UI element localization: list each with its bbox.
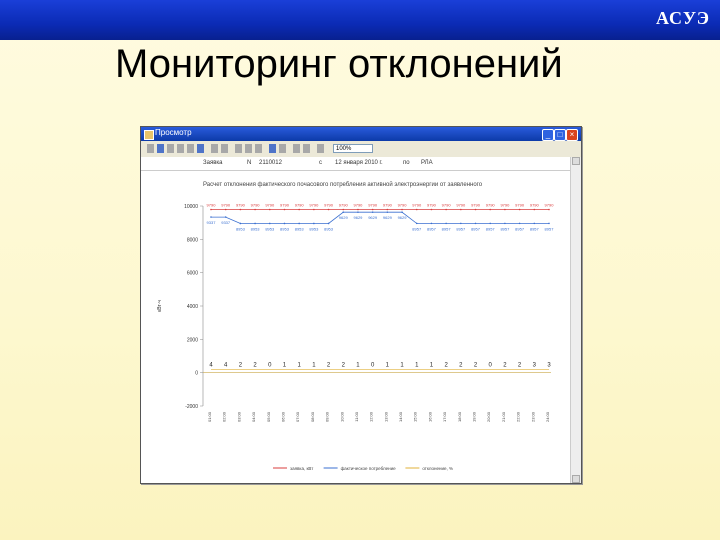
data-label: 8957 — [441, 226, 451, 232]
data-label-deviation: 1 — [400, 362, 404, 369]
data-label: 9790 — [368, 202, 378, 208]
data-label: 9629 — [353, 215, 363, 221]
page-number-icon[interactable] — [177, 144, 184, 153]
x-tick-label: 19:00 — [471, 412, 477, 423]
toolbar — [141, 141, 581, 158]
x-tick-label: 02:00 — [221, 412, 227, 423]
data-label-deviation: 0 — [370, 362, 375, 369]
data-label-deviation: 1 — [312, 362, 316, 369]
x-tick-label: 24:00 — [545, 412, 550, 423]
find-icon[interactable] — [317, 144, 324, 153]
data-label-deviation: 2 — [341, 362, 345, 369]
data-label-deviation: 4 — [224, 362, 228, 369]
legend-entry: отклонение, % — [422, 466, 454, 471]
y-tick-label: 2000 — [186, 337, 198, 344]
export-icon[interactable] — [235, 144, 242, 153]
data-label-deviation: 2 — [459, 362, 463, 369]
data-label: 9337 — [221, 220, 231, 226]
param-value-4[interactable]: РЛА — [421, 160, 433, 166]
data-label: 8957 — [515, 226, 525, 232]
x-tick-label: 22:00 — [515, 412, 521, 423]
data-label: 8953 — [294, 226, 304, 232]
y-tick-label: 6000 — [186, 270, 198, 277]
param-value-3[interactable]: 12 января 2010 г. — [335, 160, 383, 166]
zoom-out-icon[interactable] — [303, 144, 310, 153]
data-label: 9790 — [441, 202, 451, 208]
data-label: 9790 — [456, 202, 466, 208]
x-tick-label: 21:00 — [500, 412, 506, 423]
data-label: 9790 — [221, 202, 231, 208]
data-label-deviation: 1 — [297, 362, 301, 369]
report-title: Расчет отклонения фактического почасового потребления активной электроэнергии от заявленного — [203, 182, 483, 188]
data-label: 9790 — [426, 202, 436, 208]
x-tick-label: 14:00 — [398, 412, 404, 423]
last-page-icon[interactable] — [197, 144, 204, 153]
data-label-deviation: 4 — [209, 362, 213, 369]
data-label: 9337 — [206, 220, 216, 226]
refresh-icon[interactable] — [211, 144, 218, 153]
x-tick-label: 04:00 — [251, 412, 257, 423]
maximize-button[interactable]: □ — [554, 129, 566, 141]
data-label: 9790 — [250, 202, 260, 208]
x-tick-label: 13:00 — [383, 412, 389, 423]
x-tick-label: 16:00 — [427, 412, 433, 423]
data-label: 8953 — [280, 226, 289, 232]
data-label: 8953 — [265, 226, 275, 232]
data-label: 9629 — [382, 215, 392, 221]
y-tick-label: 0 — [195, 370, 198, 377]
stop-icon[interactable] — [221, 144, 228, 153]
data-label: 8953 — [324, 226, 334, 232]
x-tick-label: 12:00 — [368, 412, 374, 423]
data-label-deviation: 2 — [517, 362, 522, 369]
data-label-deviation: 3 — [547, 362, 551, 369]
data-label: 8957 — [529, 226, 539, 232]
x-tick-label: 11:00 — [353, 412, 359, 422]
y-tick-label: 4000 — [186, 304, 198, 310]
preview-window — [140, 126, 582, 484]
data-label: 9790 — [397, 202, 407, 208]
data-label: 9790 — [412, 202, 422, 208]
data-label: 8953 — [250, 226, 260, 232]
window-title: Просмотр — [155, 128, 192, 137]
x-tick-label: 15:00 — [412, 412, 418, 423]
param-label-2: N — [247, 160, 252, 166]
save-icon[interactable] — [269, 144, 276, 153]
data-label: 8957 — [500, 226, 510, 232]
data-label: 8953 — [235, 226, 245, 232]
data-label-deviation: 2 — [326, 362, 331, 369]
x-tick-label: 07:00 — [295, 412, 301, 423]
data-label: 8957 — [471, 226, 480, 232]
param-value-2[interactable]: 2110012 — [259, 160, 282, 166]
data-label: 9790 — [324, 202, 334, 208]
y-tick-label: 8000 — [186, 237, 198, 244]
data-label: 9629 — [368, 215, 378, 221]
data-label: 9790 — [280, 202, 289, 208]
first-page-icon[interactable] — [157, 144, 164, 153]
print-layout-icon[interactable] — [279, 144, 286, 153]
x-tick-label: 01:00 — [207, 412, 212, 423]
data-label-deviation: 0 — [268, 362, 272, 369]
data-label-deviation: 2 — [473, 362, 478, 369]
layout-icon[interactable] — [255, 144, 262, 153]
data-label: 8957 — [456, 226, 466, 232]
param-label-3: с — [319, 160, 322, 166]
data-label: 9790 — [515, 202, 525, 208]
zoom-select[interactable]: 100% — [333, 144, 373, 153]
x-tick-label: 10:00 — [339, 412, 345, 423]
y-tick-label: 10000 — [184, 204, 198, 210]
legend-entry: фактическое потребление — [340, 466, 396, 471]
data-label-deviation: 2 — [444, 362, 448, 369]
brand-label: АСУЭ — [655, 8, 710, 28]
data-label: 9790 — [353, 202, 363, 208]
header-bar — [0, 0, 720, 40]
close-button[interactable]: × — [566, 129, 578, 141]
deviation-chart — [141, 170, 571, 483]
data-label: 9790 — [544, 202, 554, 208]
prev-page-icon[interactable] — [167, 144, 174, 153]
x-tick-label: 06:00 — [280, 412, 286, 423]
param-label-4: по — [403, 160, 410, 166]
x-tick-label: 03:00 — [236, 412, 242, 423]
data-label-deviation: 0 — [488, 362, 492, 369]
data-label: 9790 — [382, 202, 392, 208]
scroll-down-icon[interactable] — [572, 475, 580, 483]
data-label-deviation: 1 — [385, 362, 390, 369]
data-label: 9629 — [338, 215, 348, 221]
zoom-in-icon[interactable] — [293, 144, 300, 153]
data-label-deviation: 1 — [415, 362, 419, 369]
app-icon — [144, 130, 154, 140]
x-tick-label: 20:00 — [486, 412, 492, 423]
x-tick-label: 18:00 — [456, 412, 462, 423]
print-icon[interactable] — [147, 144, 154, 153]
param-label-1: Заявка — [203, 160, 223, 166]
data-label: 8957 — [544, 226, 554, 232]
data-label: 9790 — [500, 202, 510, 208]
data-label-deviation: 1 — [356, 362, 360, 369]
y-tick-label: -2000 — [185, 404, 198, 410]
scroll-up-icon[interactable] — [572, 157, 580, 165]
x-tick-label: 23:00 — [530, 412, 536, 423]
slide-title: Мониторинг отклонений — [115, 42, 563, 86]
data-label: 8957 — [412, 226, 422, 232]
x-tick-label: 17:00 — [442, 412, 448, 423]
data-label: 8957 — [485, 226, 495, 232]
next-page-icon[interactable] — [187, 144, 194, 153]
data-label-deviation: 1 — [282, 362, 287, 369]
data-label: 9790 — [338, 202, 348, 208]
x-tick-label: 08:00 — [309, 412, 315, 423]
data-label: 9790 — [206, 202, 216, 208]
parameters-row — [141, 157, 571, 171]
data-label: 9790 — [235, 202, 245, 208]
data-label: 9790 — [309, 202, 319, 208]
data-label-deviation: 1 — [429, 362, 434, 369]
window-titlebar[interactable] — [141, 127, 581, 141]
page-setup-icon[interactable] — [245, 144, 252, 153]
data-label: 9790 — [265, 202, 275, 208]
x-tick-label: 05:00 — [265, 412, 271, 423]
data-label: 9629 — [397, 215, 407, 221]
data-label-deviation: 2 — [503, 362, 507, 369]
data-label: 9790 — [294, 202, 304, 208]
data-label: 9790 — [485, 202, 495, 208]
data-label: 9790 — [529, 202, 539, 208]
x-tick-label: 09:00 — [324, 412, 330, 423]
legend-entry: заявка, кВт — [290, 466, 314, 471]
data-label-deviation: 2 — [253, 362, 257, 369]
vertical-scrollbar[interactable] — [570, 157, 581, 483]
minimize-button[interactable]: _ — [542, 129, 554, 141]
y-axis-label: кВт·ч — [157, 300, 163, 312]
report-area — [141, 170, 571, 483]
data-label-deviation: 2 — [238, 362, 243, 369]
data-label: 8953 — [309, 226, 319, 232]
data-label: 9790 — [471, 202, 480, 208]
data-label: 8957 — [426, 226, 436, 232]
data-label-deviation: 3 — [532, 362, 536, 369]
